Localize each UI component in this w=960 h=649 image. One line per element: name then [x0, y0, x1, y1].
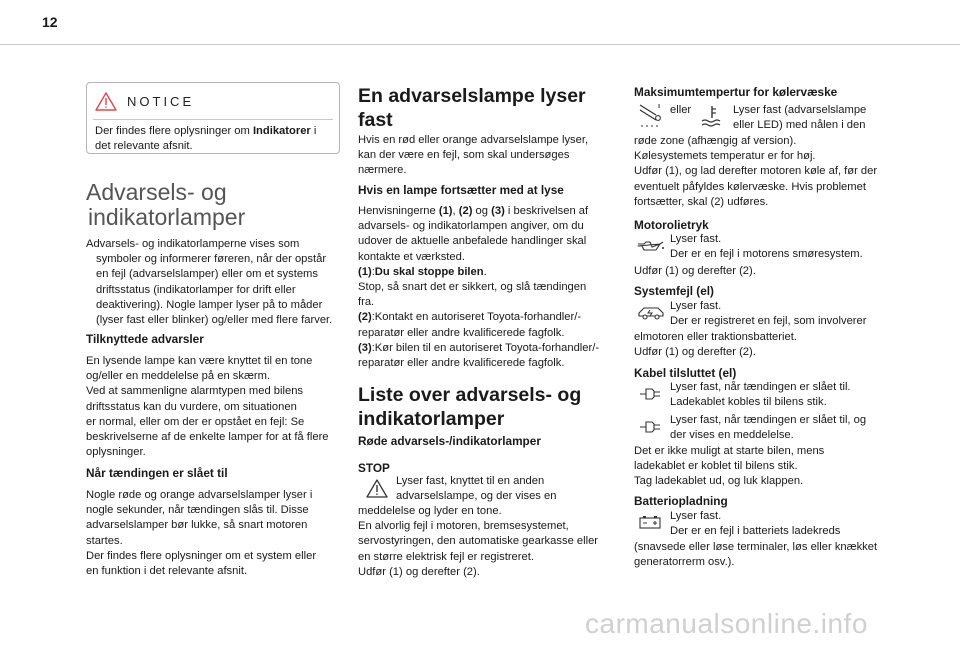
oil-paragraph: Udfør (1) og derefter (2). [634, 265, 756, 277]
coolant-title: Maksimumtempertur for kølervæske [634, 85, 838, 99]
car-system-icon [636, 304, 666, 322]
coolant-temp-led-icon [700, 104, 724, 128]
cable-icon1-text: Lyser fast, når tændingen er slået til. Ladekablet kobles til bilens stik. [670, 381, 851, 409]
plug-icon [638, 419, 664, 435]
battery-icon-text: Lyser fast. Der er en fejl i batteriets ladekreds [670, 510, 841, 538]
intro-paragraph: Advarsels- og indikatorlamperne vises som symboler og informerer føreren, når der opstår en fejl (advarselslamper) eller om et systems driftsstatus (indikatorlamper for drift eller deaktivering). Nogle lamper lyser på to måder (lyser fast eller blinker) og/eller med flere farver. [86, 238, 333, 327]
lyser-fast-paragraph: Hvis en rød eller orange advarselslampe lyser, kan der være en fejl, som skal undersøges nærmere. [358, 134, 589, 177]
warning-triangle-icon [366, 479, 388, 498]
system-paragraph: elmotoren eller traktionsbatteriet. Udfør (1) og derefter (2). [634, 331, 797, 359]
stop-title: STOP [358, 461, 390, 475]
section-heading-lyser-fast: En advarselslampe lyser fast [358, 85, 586, 131]
tilknyttede-paragraph: En lysende lampe kan være knyttet til en tone og/eller en meddelelse på en skærm. Ved at sammenligne alarmtypen med bilens driftsstatus kan du vurdere, om situationen er normal, eller om der er opstået en fejl: Se beskrivelserne af de enkelte lamper for at få flere oplysninger. [86, 355, 329, 459]
notice-divider [93, 119, 333, 120]
page-number: 12 [42, 14, 58, 30]
top-divider [0, 44, 960, 45]
cable-title: Kabel tilsluttet (el) [634, 366, 737, 380]
coolant-temp-icon [637, 102, 663, 130]
system-icon-text: Lyser fast. Der er registreret en fejl, som involverer [670, 300, 867, 328]
notice-text: Der findes flere oplysninger om Indikatorer i det relevante afsnit. [95, 125, 317, 153]
cable-icon2-text: Lyser fast, når tændingen er slået til, og der vises en meddelelse. [670, 414, 867, 442]
section-heading-advarsels: Advarsels- og indikatorlamper [86, 179, 246, 230]
battery-title: Batteriopladning [634, 494, 728, 508]
oil-title: Motorolietryk [634, 218, 709, 232]
plug-icon [638, 386, 664, 402]
subheading-tilknyttede: Tilknyttede advarsler [86, 332, 204, 346]
coolant-icon-text: Lyser fast (advarselslampe eller LED) med nålen i den [733, 104, 867, 132]
coolant-or: eller [670, 104, 692, 116]
stop-paragraph: meddelelse og lyder en tone. En alvorlig fejl i motoren, bremsesystemet, servostyringen, den automatiske gearkasse eller en større elektrisk fejl er registreret. Udfør (1) og derefter (2). [358, 505, 599, 578]
notice-box [86, 82, 340, 154]
battery-icon [638, 514, 662, 530]
cable-paragraph: Det er ikke muligt at starte bilen, mens ladekablet er koblet til bilens stik. Tag ladekablet ud, og luk klappen. [634, 445, 825, 488]
stop-icon-text: Lyser fast, knyttet til en anden advarselslampe, og der vises en [396, 475, 557, 503]
coolant-paragraph: røde zone (afhængig af version). Kølesystemets temperatur er for høj. Udfør (1), og lad derefter motoren køle af, før der eventuelt påfyldes kølervæske. Hvis problemet fortsætter, skal (2) udføres. [634, 135, 878, 208]
warning-triangle-icon [95, 92, 117, 111]
oil-pressure-icon [636, 238, 666, 254]
references-paragraph: Henvisningerne (1), (2) og (3) i beskrivelsen af advarsels- og indikatorlampen angiver, om du udover de aktuelle anbefalede handlinger skal kontakte et værksted. (1):Du skal stoppe bilen. Stop, så snart det er sikkert, og slå tændingen fra. (2):Kontakt en autoriseret Toyota-forhandler/- reparatør eller andre kvalificerede fagfolk. (3):Kør bilen til en autoriseret Toyota-forhandler/- reparatør eller andre kvalificerede fagfolk. [358, 205, 600, 370]
section-heading-liste: Liste over advarsels- og indikatorlamper [358, 384, 582, 430]
subheading-rode: Røde advarsels-/indikatorlamper [358, 434, 541, 448]
notice-header [95, 92, 194, 111]
notice-title: NOTICE [127, 94, 195, 109]
subheading-taendingen: Når tændingen er slået til [86, 466, 228, 480]
battery-paragraph: (snavsede eller løse terminaler, løs eller knækket generatorrerm osv.). [634, 541, 878, 569]
subheading-fortsaetter: Hvis en lampe fortsætter med at lyse [358, 183, 564, 197]
system-title: Systemfejl (el) [634, 284, 714, 298]
watermark: carmanualsonline.info [585, 608, 868, 639]
oil-icon-text: Lyser fast. Der er en fejl i motorens smøresystem. [670, 233, 863, 261]
taendingen-paragraph: Nogle røde og orange advarselslamper lyser i nogle sekunder, når tændingen slås til. Disse advarselslamper bør lukke, så snart motoren startes. Der findes flere oplysninger om et system eller en funktion i det relevante afsnit. [86, 489, 317, 578]
